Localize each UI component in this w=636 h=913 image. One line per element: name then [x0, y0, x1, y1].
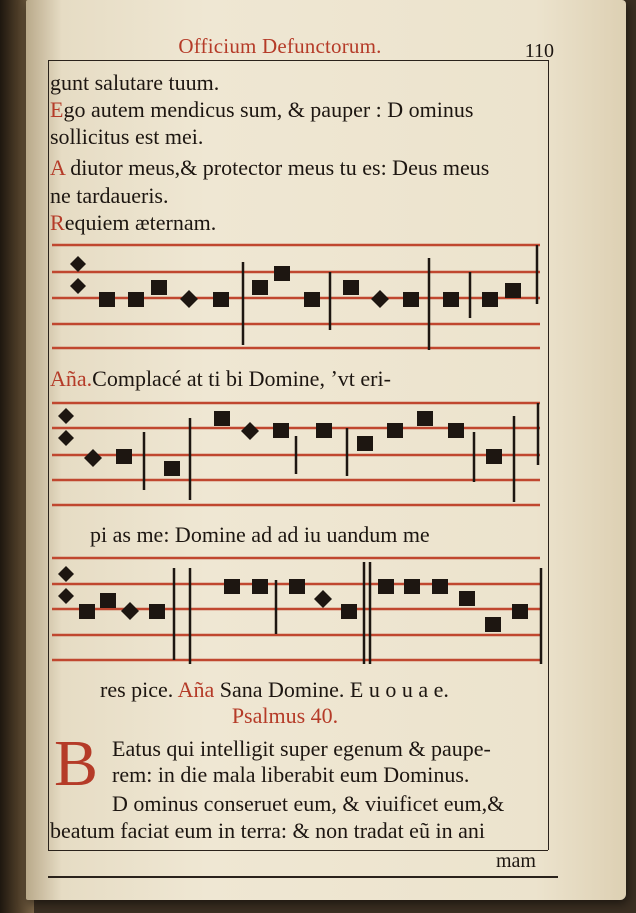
text-line-6-text: equiem æternam.	[64, 210, 217, 235]
note-square	[432, 579, 448, 594]
underlay-line-2	[90, 522, 584, 548]
note-square	[100, 593, 116, 608]
note-square	[404, 579, 420, 594]
text-line-5-text: ne tardaueris.	[50, 183, 169, 208]
note-square	[116, 449, 132, 464]
text-line-2-text: go autem mendicus sum, & pauper : D ominus	[63, 97, 474, 122]
note-square	[274, 266, 290, 281]
note-square	[512, 604, 528, 619]
note-square	[459, 591, 475, 606]
note-square	[343, 280, 359, 295]
note-square	[448, 423, 464, 438]
note-square	[304, 292, 320, 307]
psalm-initial: B	[54, 727, 99, 800]
clef-diamond	[70, 278, 86, 294]
note-square	[403, 292, 419, 307]
clef-diamond	[58, 430, 74, 446]
running-title: Officium Defunctorum.	[178, 34, 382, 58]
note-rhombus	[371, 290, 389, 308]
note-square	[316, 423, 332, 438]
text-line-1-text: gunt salutare tuum.	[50, 70, 220, 95]
staff-2-notes	[58, 408, 502, 476]
psalm-line-2: rem: in die mala liberabit eum Dominus.	[112, 762, 470, 787]
underlay-line-1	[50, 366, 544, 392]
clef-diamond	[70, 256, 86, 272]
note-square	[99, 292, 115, 307]
text-line-2-initial: E	[50, 97, 64, 122]
staff-1	[52, 245, 540, 350]
note-square	[252, 280, 268, 295]
underlay-1-text: Complacé at ti bi Domine, ʼvt eri-	[92, 366, 391, 391]
note-square	[224, 579, 240, 594]
note-square	[213, 292, 229, 307]
note-rhombus	[84, 449, 102, 467]
note-square	[443, 292, 459, 307]
underlay-line-3	[100, 677, 594, 703]
note-square	[214, 411, 230, 426]
note-rhombus	[241, 422, 259, 440]
clef-diamond	[58, 408, 74, 424]
note-square	[341, 604, 357, 619]
note-square	[164, 461, 180, 476]
staff-1-notes	[70, 256, 521, 308]
staff-1-lines	[52, 245, 540, 348]
psalm-heading: Psalmus 40.	[231, 703, 339, 728]
text-line-6-initial: R	[50, 210, 65, 235]
note-square	[482, 292, 498, 307]
staff-2-bars	[144, 403, 538, 502]
note-square	[505, 283, 521, 298]
note-square	[486, 449, 502, 464]
folio-number: 110	[524, 40, 554, 62]
staff-3	[52, 558, 541, 664]
note-square	[252, 579, 268, 594]
clef-diamond	[58, 566, 74, 582]
text-line-4-text: diutor meus,& protector meus tu es: Deus meus	[64, 155, 490, 180]
note-square	[149, 604, 165, 619]
note-square	[357, 436, 373, 451]
staff-3-notes	[58, 566, 528, 632]
text-line-3-text: sollicitus est mei.	[50, 124, 204, 149]
staff-3-bars	[174, 562, 541, 664]
staff-2	[52, 403, 540, 505]
psalm-line-1: Eatus qui intelligit super egenum & paupe-	[112, 736, 491, 761]
note-rhombus	[121, 602, 139, 620]
note-rhombus	[180, 290, 198, 308]
underlay-3-rubric: Aña	[177, 677, 215, 702]
note-square	[378, 579, 394, 594]
note-square	[289, 579, 305, 594]
underlay-2-text: pi as me: Domine ad ad iu uandum me	[90, 522, 430, 547]
note-square	[273, 423, 289, 438]
catchword: mam	[496, 850, 536, 872]
note-square	[417, 411, 433, 426]
note-square	[387, 423, 403, 438]
psalm-line-4: beatum faciat eum in terra: & non tradat eũ in ani	[50, 818, 485, 843]
underlay-1-rubric: Aña.	[50, 366, 93, 391]
note-square	[485, 617, 501, 632]
note-square	[128, 292, 144, 307]
underlay-3-text: res pice.	[100, 677, 174, 702]
underlay-3-text2: Sana Domine. E u o u a e.	[219, 677, 449, 702]
clef-diamond	[58, 588, 74, 604]
note-square	[151, 280, 167, 295]
psalm-line-3: D ominus conseruet eum, & viuificet eum,&	[112, 791, 505, 816]
note-rhombus	[314, 590, 332, 608]
note-square	[79, 604, 95, 619]
text-line-4-initial: A	[50, 155, 65, 180]
